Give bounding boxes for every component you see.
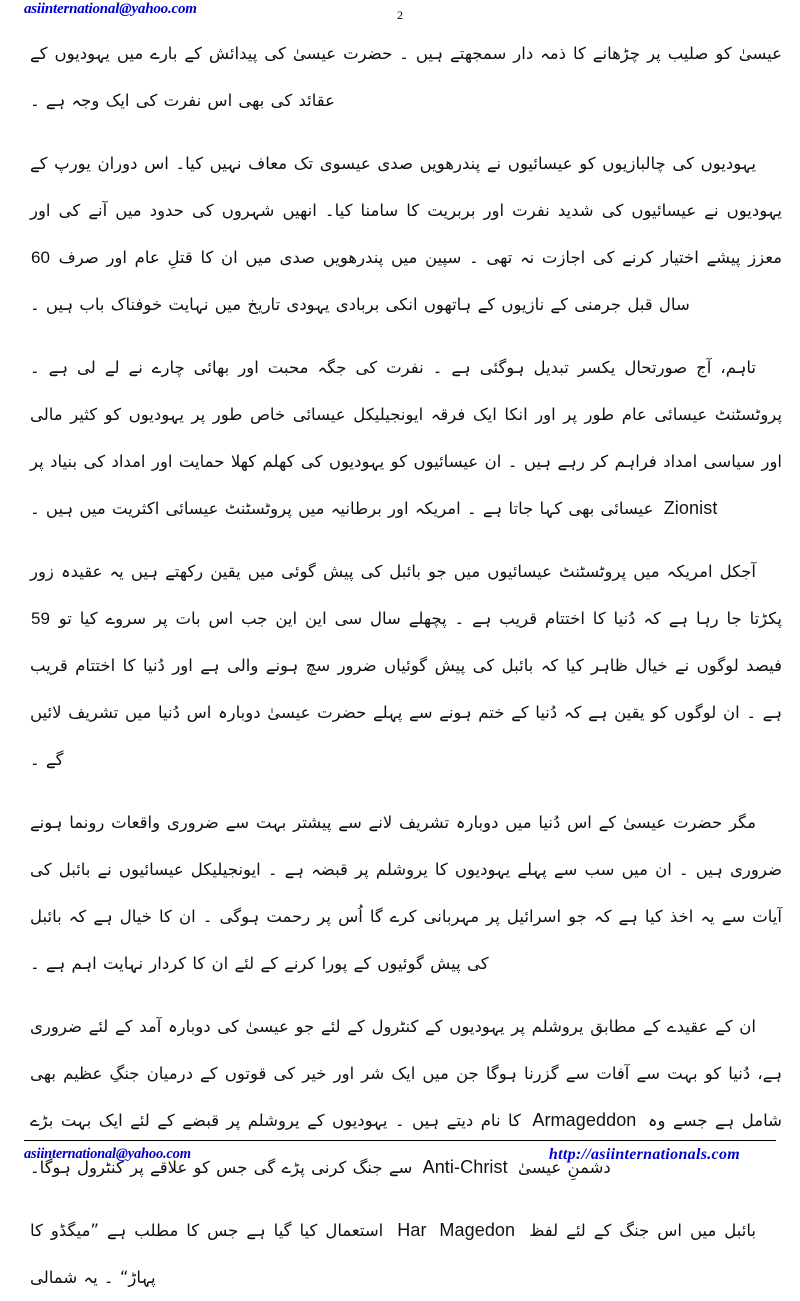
inline-number: 60 <box>31 248 50 267</box>
paragraph-1 <box>30 30 782 124</box>
inline-latin-term: Har Magedon <box>397 1220 516 1240</box>
urdu-text-run: بائبل میں اس جنگ کے لئے لفظ <box>521 1221 756 1240</box>
paragraph-3 <box>30 344 782 532</box>
urdu-text-run: کا نام دیتے ہیں ۔ یہودیوں کے یروشلم پر قبضے کے لئے ایک بہت بڑے دشمنِ عیسیٰ <box>30 1111 611 1177</box>
urdu-text-run: تاہم، آج صورتحال یکسر تبدیل ہوگئی ہے ۔ نفرت کی جگہ محبت اور بھائی چارے نے لے لی ہے ۔ پروٹسٹنٹ عیسائی عام طور پر اور انکا ایک فرقہ ایونجیلیکل عیسائی خاص طور پر یہودیوں کو کثیر مالی اور سیاسی امداد فراہم کر رہے ہیں ۔ ان عیسائیوں کو یہودیوں کی کھلم کھلا حمایت اور امداد کی بنیاد پر <box>30 358 782 471</box>
footer-row <box>24 1146 776 1164</box>
urdu-text-run: آجکل امریکہ میں پروٹسٹنٹ عیسائیوں میں جو بائبل کی پیش گوئی میں یقین رکھتے ہیں یہ عقیدہ زور پکڑتا جا رہا ہے کہ دُنیا کا اختتام قریب ہے ۔ پچھلے سال سی این این جب اس بات پر سروے کیا تو <box>30 562 782 628</box>
urdu-text-run: سے جنگ کرنی پڑے گی جس کو علاقے پر کنٹرول ہوگا۔ <box>30 1158 419 1177</box>
urdu-text-run: یہودیوں کی چالبازیوں کو عیسائیوں نے پندرھویں صدی عیسوی تک معاف نہیں کیا۔ اس دوران یورپ کے یہودیوں نے عیسائیوں کی شدید نفرت اور بربریت کا سامنا کیا۔ انھیں شہروں کی حدود میں آنے کی اور معزز پیشے اختیار کرنے کی اجازت نہ تھی ۔ سپین میں پندرھویں صدی میں ان کا قتلِ عام اور صرف <box>30 154 782 267</box>
footer-email-link[interactable]: asiinternational@yahoo.com <box>24 1146 191 1162</box>
inline-latin-term: Armageddon <box>532 1110 637 1130</box>
header-email-link[interactable]: asiinternational@yahoo.com <box>24 1 197 17</box>
urdu-text-run: عیسائی بھی کہا جاتا ہے ۔ امریکہ اور برطانیہ میں پروٹسٹنٹ عیسائی اکثریت میں ہیں ۔ <box>30 499 660 518</box>
footer-divider <box>24 1140 776 1141</box>
inline-latin-term: Anti-Christ <box>422 1157 508 1177</box>
urdu-text-run: ان کے عقیدے کے مطابق یروشلم پر یہودیوں کے کنٹرول کے لئے جو عیسیٰ کی دوبارہ آمد کے لئے ضروری ہے، دُنیا کو بہت سے آفات سے گزرنا ہوگا جن میں ایک شر اور خیر کی قوتوں کے درمیان جنگِ عظیم بھی شامل ہے جسے وہ <box>30 1017 782 1130</box>
urdu-text-run: مگر حضرت عیسیٰ کے اس دُنیا میں دوبارہ تشریف لانے سے پیشتر بہت سے ضروری واقعات رونما ہونے ضروری ہیں ۔ ان میں سب سے پہلے یہودیوں کا یروشلم پر قبضہ ہے ۔ ایونجیلیکل عیسائیوں نے بائبل کی آیات سے یہ اخذ کیا ہے کہ جو اسرائیل پر مہربانی کرے گا اُس پر رحمت ہوگی ۔ ان کا خیال ہے کہ بائبل کی پیش گوئیوں کے پورا کرنے کے لئے ان کا کردار نہایت اہم ہے ۔ <box>30 813 782 973</box>
inline-number: 59 <box>31 609 50 628</box>
urdu-text-run: استعمال کیا گیا ہے جس کا مطلب ہے ”میگڈو کا پہاڑ“ ۔ یہ شمالی <box>30 1221 392 1287</box>
page-header <box>0 0 800 30</box>
paragraph-5 <box>30 799 782 987</box>
urdu-text-run: فیصد لوگوں نے خیال ظاہر کیا کہ بائبل کی پیش گوئیاں ضرور سچ ہونے والی ہے اور دُنیا کا اختتام قریب ہے ۔ ان لوگوں کو یقین ہے کہ دُنیا کے ختم ہونے سے پہلے حضرت عیسیٰ دوبارہ اس دُنیا میں تشریف لائیں گے ۔ <box>30 656 782 769</box>
paragraph-4 <box>30 548 782 783</box>
page-number: 2 <box>397 8 403 22</box>
page-footer <box>24 1140 776 1182</box>
inline-latin-term: Zionist <box>663 498 718 518</box>
footer-website-link[interactable]: http://asiinternationals.com <box>548 1146 740 1163</box>
urdu-text-run: سال قبل جرمنی کے نازیوں کے ہاتھوں انکی بربادی یہودی تاریخ میں نہایت خوفناک باب ہیں ۔ <box>30 295 690 314</box>
urdu-text-run: عیسیٰ کو صلیب پر چڑھانے کا ذمہ دار سمجھتے ہیں ۔ حضرت عیسیٰ کی پیدائش کے بارے میں یہودیوں کے عقائد کی بھی اس نفرت کی ایک وجہ ہے ۔ <box>30 44 782 110</box>
paragraph-7 <box>30 1207 782 1301</box>
paragraph-2 <box>30 140 782 328</box>
